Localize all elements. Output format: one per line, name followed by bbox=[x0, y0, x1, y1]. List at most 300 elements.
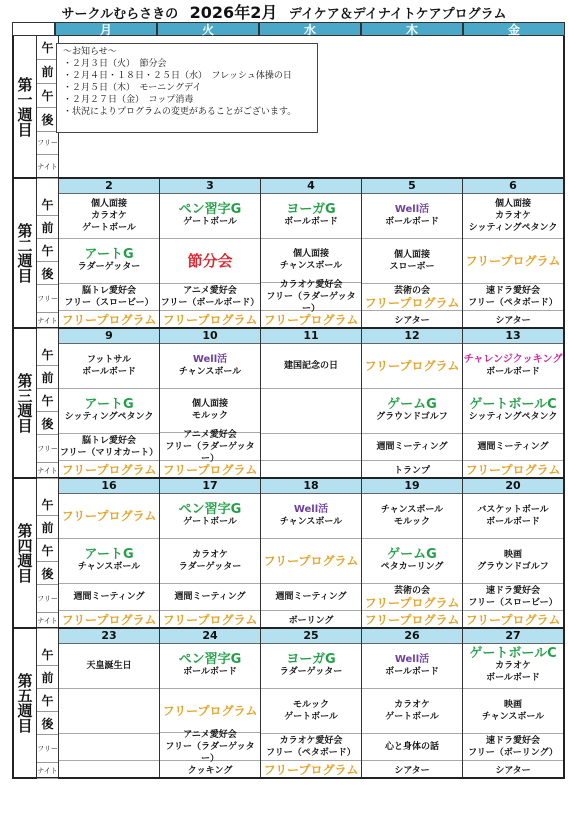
cell-text: ゲームG bbox=[387, 396, 437, 412]
cell-text: ボールボード bbox=[486, 516, 540, 527]
cell-lines bbox=[187, 251, 233, 270]
date-number: 23 bbox=[59, 629, 159, 644]
cell-free bbox=[261, 434, 361, 461]
cell-am bbox=[160, 194, 260, 239]
cell-text: シアター bbox=[495, 765, 531, 776]
slot-pm2: 後 bbox=[37, 712, 58, 735]
cell-lines bbox=[365, 585, 460, 609]
week-5 bbox=[12, 629, 565, 779]
cell-text: フリープログラム bbox=[465, 253, 561, 268]
cell-text: カラオケ bbox=[394, 699, 430, 710]
slot-am1: 午 bbox=[37, 493, 58, 516]
cell-text: ヨーガG bbox=[286, 201, 336, 217]
cell-am bbox=[463, 344, 563, 389]
cell-pm bbox=[59, 239, 159, 284]
date-number: 18 bbox=[261, 479, 361, 494]
cell-pm bbox=[362, 239, 462, 284]
cell-lines bbox=[477, 504, 548, 528]
cell-text: ボールボード bbox=[385, 216, 439, 227]
title-main: 2026年2月 bbox=[189, 3, 278, 22]
slot-pm1: 午 bbox=[37, 689, 58, 712]
cell-text: チャンスボール bbox=[279, 516, 343, 527]
cell-text: 天皇誕生日 bbox=[86, 660, 132, 671]
cell-night bbox=[160, 611, 260, 627]
slot-am2: 前 bbox=[37, 666, 58, 689]
cell-night bbox=[160, 761, 260, 777]
cell-text: フットサル bbox=[87, 354, 131, 365]
cell-pm bbox=[362, 539, 462, 584]
cell-text: モルック bbox=[191, 411, 228, 422]
day-column bbox=[463, 179, 563, 327]
cell-text: チャンスボール bbox=[279, 261, 343, 272]
cell-text: フリープログラム bbox=[465, 462, 561, 477]
cell-lines bbox=[161, 285, 259, 309]
cell-text: カラオケ bbox=[91, 210, 127, 221]
cell-text: 建国記念の日 bbox=[283, 360, 338, 371]
cell-lines bbox=[179, 354, 241, 378]
cell-lines bbox=[174, 591, 245, 603]
cell-free bbox=[362, 284, 462, 311]
cell-text: フリープログラム bbox=[465, 612, 561, 627]
slot-pm2: 後 bbox=[37, 562, 58, 585]
cell-lines bbox=[178, 201, 242, 228]
cell-text: 芸術の会 bbox=[393, 286, 430, 297]
cell-am bbox=[59, 344, 159, 389]
cell-text: 個人面接 bbox=[292, 249, 329, 260]
day-thu: 木 bbox=[361, 22, 463, 36]
cell-pm bbox=[463, 539, 563, 584]
cell-lines bbox=[160, 729, 260, 765]
cell-night bbox=[59, 311, 159, 327]
cell-text: フリー（ボーリング） bbox=[468, 748, 558, 759]
cell-night bbox=[362, 311, 462, 327]
cell-lines bbox=[179, 549, 242, 573]
cell-lines bbox=[60, 435, 158, 459]
cell-text: アートG bbox=[84, 396, 134, 412]
day-column bbox=[59, 629, 160, 777]
cell-am bbox=[261, 344, 361, 389]
cell-text: 個人面接 bbox=[393, 249, 430, 260]
cell-pm bbox=[160, 689, 260, 734]
cell-lines bbox=[178, 651, 242, 678]
slot-am1: 午 bbox=[37, 193, 58, 216]
cell-lines bbox=[82, 198, 136, 234]
cell-pm bbox=[59, 389, 159, 434]
cell-text: モルック bbox=[393, 516, 430, 527]
cell-text: フリープログラム bbox=[61, 612, 157, 627]
slot-night: ナイト bbox=[37, 313, 58, 329]
cell-text: フリー（スロービー） bbox=[64, 297, 154, 308]
day-column bbox=[261, 479, 362, 627]
cell-lines bbox=[477, 549, 549, 573]
cell-text: フリープログラム bbox=[263, 312, 359, 327]
slot-am2: 前 bbox=[37, 366, 58, 389]
cell-text: フリー（ボールボード） bbox=[160, 297, 260, 308]
cell-text: ボールボード bbox=[82, 366, 136, 377]
cell-free bbox=[463, 584, 563, 611]
cell-am bbox=[463, 194, 563, 239]
slot-pm2: 後 bbox=[37, 108, 58, 132]
slot-am1: 午 bbox=[37, 36, 58, 60]
cell-pm bbox=[261, 389, 361, 434]
cell-text: 速ドラ愛好会 bbox=[485, 585, 540, 596]
cell-lines bbox=[284, 699, 338, 723]
date-number: 26 bbox=[362, 629, 462, 644]
cell-lines bbox=[468, 396, 558, 423]
slot-pm1: 午 bbox=[37, 239, 58, 262]
cell-text: Well活 bbox=[394, 653, 430, 665]
cell-text: ゲートボール bbox=[284, 711, 338, 722]
cell-text: シアター bbox=[394, 315, 430, 326]
cell-night bbox=[463, 761, 563, 777]
cell-night bbox=[463, 461, 563, 477]
date-number: 10 bbox=[160, 329, 260, 344]
cell-free bbox=[160, 284, 260, 311]
page-title bbox=[0, 0, 568, 22]
cell-lines bbox=[376, 396, 448, 423]
week-days bbox=[59, 329, 563, 477]
cell-am bbox=[362, 494, 462, 539]
cell-am bbox=[59, 194, 159, 239]
cell-text: アニメ愛好会 bbox=[183, 729, 237, 740]
cell-text: フリープログラム bbox=[61, 508, 157, 523]
cell-text: 心と身体の話 bbox=[384, 742, 439, 753]
cell-lines bbox=[381, 504, 443, 528]
slot-am2: 前 bbox=[37, 60, 58, 84]
cell-lines bbox=[376, 441, 447, 453]
cell-pm bbox=[362, 689, 462, 734]
date-number: 6 bbox=[463, 179, 563, 194]
day-wed: 水 bbox=[259, 22, 361, 36]
slot-labels bbox=[37, 179, 59, 327]
slot-pm2: 後 bbox=[37, 262, 58, 285]
cell-lines bbox=[82, 354, 136, 378]
day-mon: 月 bbox=[55, 22, 157, 36]
cell-lines bbox=[280, 248, 342, 272]
cell-text: フリープログラム bbox=[162, 312, 258, 327]
cell-text: 速ドラ愛好会 bbox=[485, 736, 540, 747]
cell-text: フリー（スロービー） bbox=[468, 597, 558, 608]
cell-am bbox=[261, 644, 361, 689]
cell-text: フリープログラム bbox=[364, 296, 460, 311]
slot-am2: 前 bbox=[37, 516, 58, 539]
cell-text: 個人面接 bbox=[191, 399, 228, 410]
day-column bbox=[362, 479, 463, 627]
cell-am bbox=[463, 494, 563, 539]
cell-text: フリー（マリオカート） bbox=[59, 447, 159, 458]
cell-lines bbox=[385, 741, 439, 753]
cell-text: フリープログラム bbox=[162, 462, 258, 477]
cell-pm bbox=[362, 389, 462, 434]
cell-text: Well活 bbox=[192, 353, 228, 365]
notice-line: ・２月２７日（金） コップ消毒 bbox=[63, 95, 194, 105]
cell-text: 速ドラ愛好会 bbox=[485, 286, 540, 297]
cell-text: Well活 bbox=[394, 203, 430, 215]
cell-text: ボールボード bbox=[486, 366, 540, 377]
cell-pm bbox=[261, 239, 361, 284]
cell-am bbox=[160, 644, 260, 689]
cell-text: アートG bbox=[84, 246, 134, 262]
cell-lines bbox=[178, 501, 242, 528]
cell-text: カラオケ愛好会 bbox=[279, 735, 343, 746]
cell-free bbox=[463, 434, 563, 461]
cell-text: 脳トレ愛好会 bbox=[81, 435, 136, 446]
cell-lines bbox=[385, 204, 439, 228]
cell-text: ボールボード bbox=[183, 666, 237, 677]
cell-text: ヨーガG bbox=[286, 651, 336, 667]
cell-text: チャンスボール bbox=[178, 366, 242, 377]
cell-text: シッティングペタンク bbox=[468, 222, 558, 233]
cell-lines bbox=[389, 249, 434, 273]
date-number: 4 bbox=[261, 179, 361, 194]
slot-night: ナイト bbox=[37, 463, 58, 479]
cell-text: 個人面接 bbox=[90, 198, 127, 209]
cell-text: シッティングペタンク bbox=[468, 411, 558, 422]
cell-text: 週間ミーティング bbox=[477, 441, 549, 452]
cell-lines bbox=[160, 429, 260, 465]
date-number: 20 bbox=[463, 479, 563, 494]
slot-night: ナイト bbox=[37, 613, 58, 629]
cell-pm bbox=[59, 689, 159, 734]
cell-night bbox=[463, 611, 563, 627]
cell-lines bbox=[64, 396, 154, 423]
cell-text: Well活 bbox=[293, 503, 329, 515]
cell-text: フリープログラム bbox=[263, 553, 359, 568]
cell-text: グラウンドゴルフ bbox=[376, 411, 448, 422]
week-days bbox=[59, 179, 563, 327]
cell-lines bbox=[365, 285, 460, 309]
cell-pm bbox=[463, 689, 563, 734]
weeks-container bbox=[12, 36, 565, 779]
date-number: 11 bbox=[261, 329, 361, 344]
cell-night bbox=[59, 611, 159, 627]
cell-free bbox=[362, 584, 462, 611]
cell-night bbox=[160, 311, 260, 327]
title-prefix: サークルむらさきの bbox=[61, 7, 179, 22]
cell-free bbox=[59, 584, 159, 611]
day-column bbox=[362, 329, 463, 477]
cell-free bbox=[261, 734, 361, 761]
cell-text: チャンスボール bbox=[481, 711, 545, 722]
cell-lines bbox=[464, 354, 563, 378]
date-number: 25 bbox=[261, 629, 361, 644]
date-number: 12 bbox=[362, 329, 462, 344]
cell-text: 個人面接 bbox=[494, 198, 531, 209]
notice-line: 〜お知らせ〜 bbox=[63, 47, 117, 57]
cell-text: シッティングペタンク bbox=[64, 411, 154, 422]
day-column bbox=[463, 329, 563, 477]
cell-lines bbox=[280, 504, 342, 528]
cell-text: チャンスボール bbox=[77, 561, 141, 572]
cell-free bbox=[463, 734, 563, 761]
day-column bbox=[261, 329, 362, 477]
cell-text: 映画 bbox=[503, 699, 522, 710]
notice-line: ・状況によりプログラムの変更があることがございます。 bbox=[63, 107, 297, 117]
cell-text: ペン習字G bbox=[178, 651, 242, 667]
slot-pm1: 午 bbox=[37, 539, 58, 562]
slot-pm2: 後 bbox=[37, 412, 58, 435]
cell-free bbox=[160, 584, 260, 611]
cell-free bbox=[362, 734, 462, 761]
cell-text: ボールボード bbox=[486, 672, 540, 683]
cell-lines bbox=[62, 510, 157, 522]
cell-free bbox=[463, 284, 563, 311]
cell-text: フリープログラム bbox=[364, 595, 460, 610]
day-column bbox=[261, 629, 362, 777]
cell-am bbox=[261, 194, 361, 239]
cell-lines bbox=[86, 660, 131, 672]
cell-lines bbox=[365, 360, 460, 372]
cell-text: 週間ミーティング bbox=[73, 591, 145, 602]
cell-text: チャンスボール bbox=[380, 504, 444, 515]
cell-lines bbox=[264, 555, 359, 567]
slot-free: フリー bbox=[37, 585, 58, 613]
cell-night bbox=[362, 761, 462, 777]
week-3 bbox=[12, 329, 565, 479]
cell-free bbox=[59, 734, 159, 761]
cell-lines bbox=[385, 654, 439, 678]
cell-night bbox=[362, 461, 462, 477]
cell-text: ペン習字G bbox=[178, 201, 242, 217]
cell-night bbox=[160, 461, 260, 477]
cell-lines bbox=[469, 645, 557, 684]
cell-free bbox=[160, 729, 260, 764]
cell-text: クッキング bbox=[187, 765, 233, 776]
cell-lines bbox=[284, 201, 338, 228]
day-column bbox=[362, 179, 463, 327]
cell-night bbox=[59, 461, 159, 477]
cell-text: スローボー bbox=[389, 261, 435, 272]
day-column bbox=[59, 479, 160, 627]
cell-lines bbox=[385, 699, 439, 723]
cell-night bbox=[261, 761, 361, 777]
cell-am bbox=[261, 494, 361, 539]
cell-night bbox=[261, 311, 361, 327]
date-number: 19 bbox=[362, 479, 462, 494]
notice-line: ・２月３日（火） 節分会 bbox=[63, 59, 167, 69]
cell-pm bbox=[463, 389, 563, 434]
cell-text: アニメ愛好会 bbox=[183, 285, 237, 296]
cell-text: 芸術の会 bbox=[393, 585, 430, 596]
date-number: 3 bbox=[160, 179, 260, 194]
day-column bbox=[160, 329, 261, 477]
cell-lines bbox=[468, 735, 558, 759]
cell-text: ゲートボール bbox=[183, 216, 237, 227]
day-column bbox=[463, 629, 563, 777]
week-label: 第四週目 bbox=[14, 479, 37, 627]
day-column bbox=[59, 179, 160, 327]
cell-text: フリープログラム bbox=[364, 612, 460, 627]
cell-text: ペタカーリング bbox=[380, 561, 444, 572]
cell-text: バスケットボール bbox=[477, 504, 549, 515]
date-number: 5 bbox=[362, 179, 462, 194]
cell-pm bbox=[160, 389, 260, 434]
cell-text: グラウンドゴルフ bbox=[477, 561, 549, 572]
slot-pm1: 午 bbox=[37, 84, 58, 108]
day-column bbox=[160, 479, 261, 627]
cell-lines bbox=[380, 546, 444, 573]
cell-lines bbox=[192, 398, 228, 422]
cell-text: ゲートボールC bbox=[469, 396, 557, 412]
slot-am1: 午 bbox=[37, 343, 58, 366]
cell-text: ゲームG bbox=[387, 546, 437, 562]
title-suffix: デイケア＆デイナイトケアプログラム bbox=[288, 7, 507, 22]
slot-labels bbox=[37, 479, 59, 627]
cell-text: ボールボード bbox=[284, 216, 338, 227]
slot-free: フリー bbox=[37, 735, 58, 763]
cell-text: カラオケ bbox=[192, 549, 228, 560]
cell-lines bbox=[275, 591, 346, 603]
day-column bbox=[261, 179, 362, 327]
week-label: 第五週目 bbox=[14, 629, 37, 777]
slot-labels bbox=[37, 329, 59, 477]
cell-text: フリープログラム bbox=[162, 703, 258, 718]
cell-am bbox=[59, 644, 159, 689]
cell-am bbox=[463, 644, 563, 689]
cell-night bbox=[362, 611, 462, 627]
cell-text: 週間ミーティング bbox=[275, 592, 347, 603]
slot-night: ナイト bbox=[37, 763, 58, 779]
date-number: 24 bbox=[160, 629, 260, 644]
cell-text: フリー（ペタボード） bbox=[468, 298, 558, 309]
notice-line: ・２月５日（木） モーニングデイ bbox=[63, 83, 202, 93]
cell-am bbox=[59, 494, 159, 539]
day-column bbox=[160, 179, 261, 327]
cell-text: フリープログラム bbox=[61, 312, 157, 327]
cell-free bbox=[362, 434, 462, 461]
cell-text: フリー（ラダーゲッター） bbox=[165, 741, 255, 764]
cell-lines bbox=[466, 255, 561, 267]
cell-text: 週間ミーティング bbox=[376, 442, 448, 453]
cell-text: フリープログラム bbox=[162, 612, 258, 627]
cell-text: ペン習字G bbox=[178, 501, 242, 517]
slot-am1: 午 bbox=[37, 643, 58, 666]
cell-pm bbox=[261, 539, 361, 584]
slot-free: フリー bbox=[37, 435, 58, 463]
date-number: 13 bbox=[463, 329, 563, 344]
cell-lines bbox=[77, 546, 141, 573]
week-4 bbox=[12, 479, 565, 629]
week-label: 第一週目 bbox=[14, 36, 37, 177]
day-tue: 火 bbox=[157, 22, 259, 36]
cell-night bbox=[261, 461, 361, 477]
cell-am bbox=[362, 194, 462, 239]
cell-lines bbox=[64, 285, 153, 309]
cell-lines bbox=[482, 699, 544, 723]
cell-pm bbox=[261, 689, 361, 734]
date-number: 27 bbox=[463, 629, 563, 644]
week-label: 第三週目 bbox=[14, 329, 37, 477]
cell-text: トランプ bbox=[393, 465, 430, 476]
week-2 bbox=[12, 179, 565, 329]
cell-am bbox=[362, 644, 462, 689]
cell-text: ラダーゲッター bbox=[279, 666, 343, 677]
cell-lines bbox=[468, 585, 557, 609]
cell-text: 脳トレ愛好会 bbox=[81, 285, 136, 296]
cell-lines bbox=[469, 198, 558, 234]
schedule-grid bbox=[12, 22, 565, 779]
cell-free bbox=[59, 434, 159, 461]
cell-am bbox=[160, 344, 260, 389]
header-corner bbox=[12, 22, 55, 36]
cell-text: ラダーゲッター bbox=[77, 261, 141, 272]
cell-pm bbox=[59, 539, 159, 584]
slot-free: フリー bbox=[37, 132, 58, 155]
week-days bbox=[59, 629, 563, 777]
cell-lines bbox=[468, 285, 558, 309]
cell-text: モルック bbox=[292, 699, 329, 710]
date-number: 9 bbox=[59, 329, 159, 344]
